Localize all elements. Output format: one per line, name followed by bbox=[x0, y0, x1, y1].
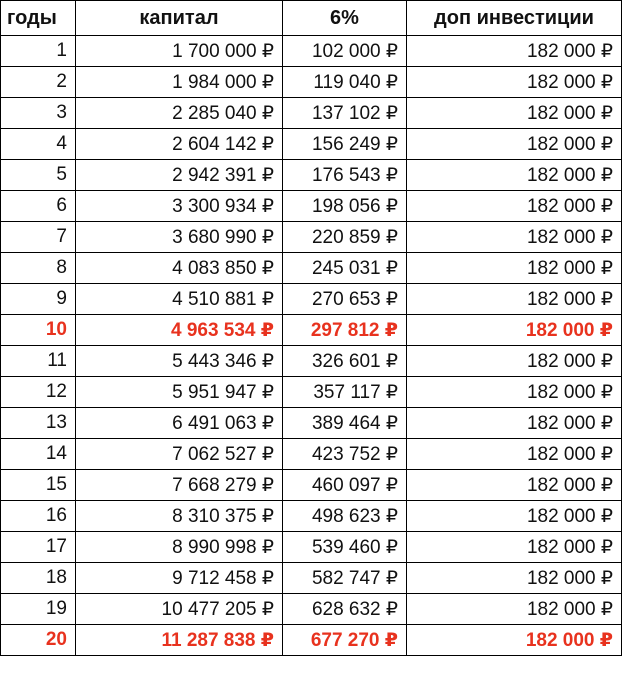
capital-cell: 11 287 838 ₽ bbox=[76, 625, 283, 656]
percent-cell: 220 859 ₽ bbox=[283, 222, 407, 253]
percent-cell: 119 040 ₽ bbox=[283, 67, 407, 98]
header-year: годы bbox=[1, 1, 76, 36]
table-row bbox=[1, 160, 622, 191]
extra-investment-cell: 182 000 ₽ bbox=[407, 36, 622, 67]
extra-investment-cell: 182 000 ₽ bbox=[407, 222, 622, 253]
year-cell: 17 bbox=[1, 532, 76, 563]
percent-cell: 137 102 ₽ bbox=[283, 98, 407, 129]
table-row bbox=[1, 191, 622, 222]
table-row bbox=[1, 129, 622, 160]
table-row bbox=[1, 377, 622, 408]
percent-cell: 539 460 ₽ bbox=[283, 532, 407, 563]
percent-cell: 198 056 ₽ bbox=[283, 191, 407, 222]
table-row bbox=[1, 36, 622, 67]
table-row bbox=[1, 408, 622, 439]
table-row bbox=[1, 563, 622, 594]
capital-cell: 7 062 527 ₽ bbox=[76, 439, 283, 470]
year-cell: 4 bbox=[1, 129, 76, 160]
year-cell: 3 bbox=[1, 98, 76, 129]
header-capital: капитал bbox=[76, 1, 283, 36]
table-row bbox=[1, 439, 622, 470]
year-cell: 10 bbox=[1, 315, 76, 346]
capital-cell: 5 443 346 ₽ bbox=[76, 346, 283, 377]
percent-cell: 357 117 ₽ bbox=[283, 377, 407, 408]
table-row bbox=[1, 315, 622, 346]
extra-investment-cell: 182 000 ₽ bbox=[407, 594, 622, 625]
percent-cell: 326 601 ₽ bbox=[283, 346, 407, 377]
year-cell: 15 bbox=[1, 470, 76, 501]
year-cell: 5 bbox=[1, 160, 76, 191]
extra-investment-cell: 182 000 ₽ bbox=[407, 315, 622, 346]
table-header bbox=[1, 1, 622, 36]
percent-cell: 176 543 ₽ bbox=[283, 160, 407, 191]
capital-cell: 1 700 000 ₽ bbox=[76, 36, 283, 67]
year-cell: 6 bbox=[1, 191, 76, 222]
capital-cell: 10 477 205 ₽ bbox=[76, 594, 283, 625]
extra-investment-cell: 182 000 ₽ bbox=[407, 129, 622, 160]
percent-cell: 628 632 ₽ bbox=[283, 594, 407, 625]
table-row bbox=[1, 470, 622, 501]
extra-investment-cell: 182 000 ₽ bbox=[407, 253, 622, 284]
table-row bbox=[1, 253, 622, 284]
extra-investment-cell: 182 000 ₽ bbox=[407, 67, 622, 98]
capital-cell: 9 712 458 ₽ bbox=[76, 563, 283, 594]
percent-cell: 498 623 ₽ bbox=[283, 501, 407, 532]
extra-investment-cell: 182 000 ₽ bbox=[407, 563, 622, 594]
capital-cell: 2 942 391 ₽ bbox=[76, 160, 283, 191]
table-row bbox=[1, 98, 622, 129]
year-cell: 18 bbox=[1, 563, 76, 594]
percent-cell: 297 812 ₽ bbox=[283, 315, 407, 346]
table-row bbox=[1, 346, 622, 377]
table-row bbox=[1, 222, 622, 253]
header-percent: 6% bbox=[283, 1, 407, 36]
year-cell: 16 bbox=[1, 501, 76, 532]
capital-cell: 6 491 063 ₽ bbox=[76, 408, 283, 439]
year-cell: 13 bbox=[1, 408, 76, 439]
capital-cell: 3 300 934 ₽ bbox=[76, 191, 283, 222]
extra-investment-cell: 182 000 ₽ bbox=[407, 532, 622, 563]
year-cell: 9 bbox=[1, 284, 76, 315]
percent-cell: 423 752 ₽ bbox=[283, 439, 407, 470]
capital-cell: 3 680 990 ₽ bbox=[76, 222, 283, 253]
table-row bbox=[1, 501, 622, 532]
table-body bbox=[1, 36, 622, 656]
year-cell: 7 bbox=[1, 222, 76, 253]
extra-investment-cell: 182 000 ₽ bbox=[407, 284, 622, 315]
year-cell: 2 bbox=[1, 67, 76, 98]
extra-investment-cell: 182 000 ₽ bbox=[407, 160, 622, 191]
capital-cell: 1 984 000 ₽ bbox=[76, 67, 283, 98]
percent-cell: 270 653 ₽ bbox=[283, 284, 407, 315]
extra-investment-cell: 182 000 ₽ bbox=[407, 377, 622, 408]
capital-cell: 4 083 850 ₽ bbox=[76, 253, 283, 284]
capital-cell: 5 951 947 ₽ bbox=[76, 377, 283, 408]
year-cell: 19 bbox=[1, 594, 76, 625]
year-cell: 12 bbox=[1, 377, 76, 408]
extra-investment-cell: 182 000 ₽ bbox=[407, 501, 622, 532]
capital-cell: 7 668 279 ₽ bbox=[76, 470, 283, 501]
extra-investment-cell: 182 000 ₽ bbox=[407, 346, 622, 377]
year-cell: 8 bbox=[1, 253, 76, 284]
year-cell: 1 bbox=[1, 36, 76, 67]
year-cell: 14 bbox=[1, 439, 76, 470]
capital-cell: 8 310 375 ₽ bbox=[76, 501, 283, 532]
percent-cell: 389 464 ₽ bbox=[283, 408, 407, 439]
year-cell: 20 bbox=[1, 625, 76, 656]
table-row bbox=[1, 594, 622, 625]
extra-investment-cell: 182 000 ₽ bbox=[407, 470, 622, 501]
table-row bbox=[1, 284, 622, 315]
header-extra-investment: доп инвестиции bbox=[407, 1, 622, 36]
percent-cell: 102 000 ₽ bbox=[283, 36, 407, 67]
capital-cell: 2 285 040 ₽ bbox=[76, 98, 283, 129]
table-row bbox=[1, 532, 622, 563]
extra-investment-cell: 182 000 ₽ bbox=[407, 98, 622, 129]
table-row bbox=[1, 625, 622, 656]
header-row bbox=[1, 1, 622, 36]
capital-cell: 2 604 142 ₽ bbox=[76, 129, 283, 160]
table-row bbox=[1, 67, 622, 98]
extra-investment-cell: 182 000 ₽ bbox=[407, 625, 622, 656]
percent-cell: 677 270 ₽ bbox=[283, 625, 407, 656]
percent-cell: 156 249 ₽ bbox=[283, 129, 407, 160]
percent-cell: 460 097 ₽ bbox=[283, 470, 407, 501]
year-cell: 11 bbox=[1, 346, 76, 377]
percent-cell: 582 747 ₽ bbox=[283, 563, 407, 594]
extra-investment-cell: 182 000 ₽ bbox=[407, 439, 622, 470]
percent-cell: 245 031 ₽ bbox=[283, 253, 407, 284]
capital-cell: 4 510 881 ₽ bbox=[76, 284, 283, 315]
capital-cell: 4 963 534 ₽ bbox=[76, 315, 283, 346]
extra-investment-cell: 182 000 ₽ bbox=[407, 191, 622, 222]
extra-investment-cell: 182 000 ₽ bbox=[407, 408, 622, 439]
capital-cell: 8 990 998 ₽ bbox=[76, 532, 283, 563]
